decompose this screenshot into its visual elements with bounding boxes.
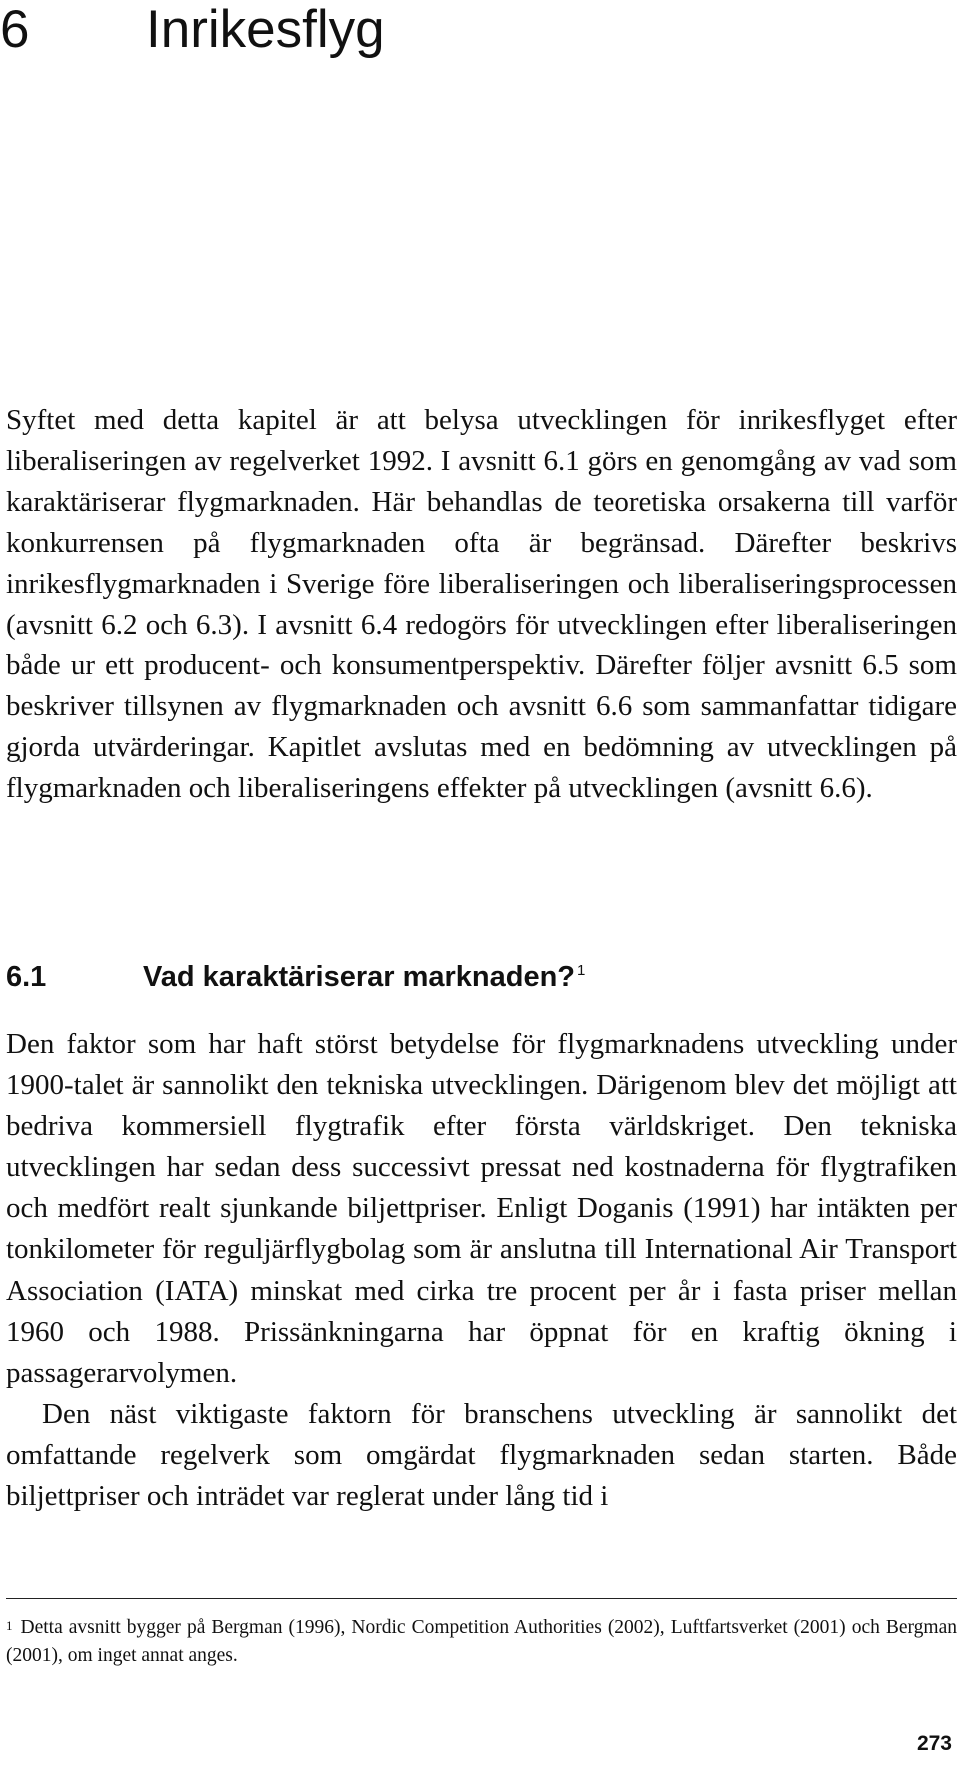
chapter-title: Inrikesflyg (146, 0, 385, 59)
footnote (6, 1614, 957, 1670)
body-paragraph-1: Den faktor som har haft störst betydelse för flygmarknadens utveckling under 1900-talet är sannolikt den tekniska utvecklingen. Därigenom blev det möjligt att bedriva kommersiell flygtrafik efter första världskriget. Den tekniska utvecklingen har sedan dess successivt pressat ned kostnaderna för flygtrafiken och medfört realt sjunkande biljettpriser. Enligt Doganis (1991) har intäkten per tonkilometer för reguljärflygbolag som är anslutna till International Air Transport Association (IATA) minskat med cirka tre procent per år i fasta priser mellan 1960 och 1988. Prissänkningarna har öppnat för en kraftig ökning i passagerarvolymen. (6, 1028, 957, 1389)
chapter-heading (0, 0, 385, 60)
section-title: Vad karaktäriserar marknaden? (143, 961, 576, 993)
footnote-marker: 1 (6, 1618, 13, 1633)
section-body (6, 1024, 957, 1517)
footnote-text: Detta avsnitt bygger på Bergman (1996), Nordic Competition Authorities (2002), Luftfartsverket (2001) och Bergman (2001), om inget annat anges. (6, 1617, 957, 1666)
section-number: 6.1 (6, 961, 47, 993)
section-heading (6, 956, 585, 998)
body-paragraph-2: Den näst viktigaste faktorn för branschens utveckling är sannolikt det omfattande regelverk som omgärdat flygmarknaden sedan starten. Både biljettpriser och inträdet var reglerat under lång tid i (6, 1397, 957, 1513)
footnote-divider (6, 1598, 957, 1599)
chapter-number: 6 (0, 0, 30, 59)
page-number: 273 (916, 1732, 952, 1755)
footnote-reference[interactable]: 1 (577, 962, 586, 979)
intro-paragraph: Syftet med detta kapitel är att belysa utvecklingen för inrikesflyget efter liberaliseringen av regelverket 1992. I avsnitt 6.1 görs en genomgång av vad som karaktäriserar flygmarknaden. Här behandlas de teoretiska orsakerna till varför konkurrensen på flygmarknaden ofta är begränsad. Därefter beskrivs inrikesflygmarknaden i Sverige före liberaliseringen och liberaliseringsprocessen (avsnitt 6.2 och 6.3). I avsnitt 6.4 redogörs för utvecklingen efter liberaliseringen både ur ett producent- och konsumentperspektiv. Därefter följer avsnitt 6.5 som beskriver tillsynen av flygmarknaden och avsnitt 6.6 som sammanfattar tidigare gjorda utvärderingar. Kapitlet avslutas med en bedömning av utvecklingen på flygmarknaden och liberaliseringens effekter på utvecklingen (avsnitt 6.6). (6, 404, 957, 805)
